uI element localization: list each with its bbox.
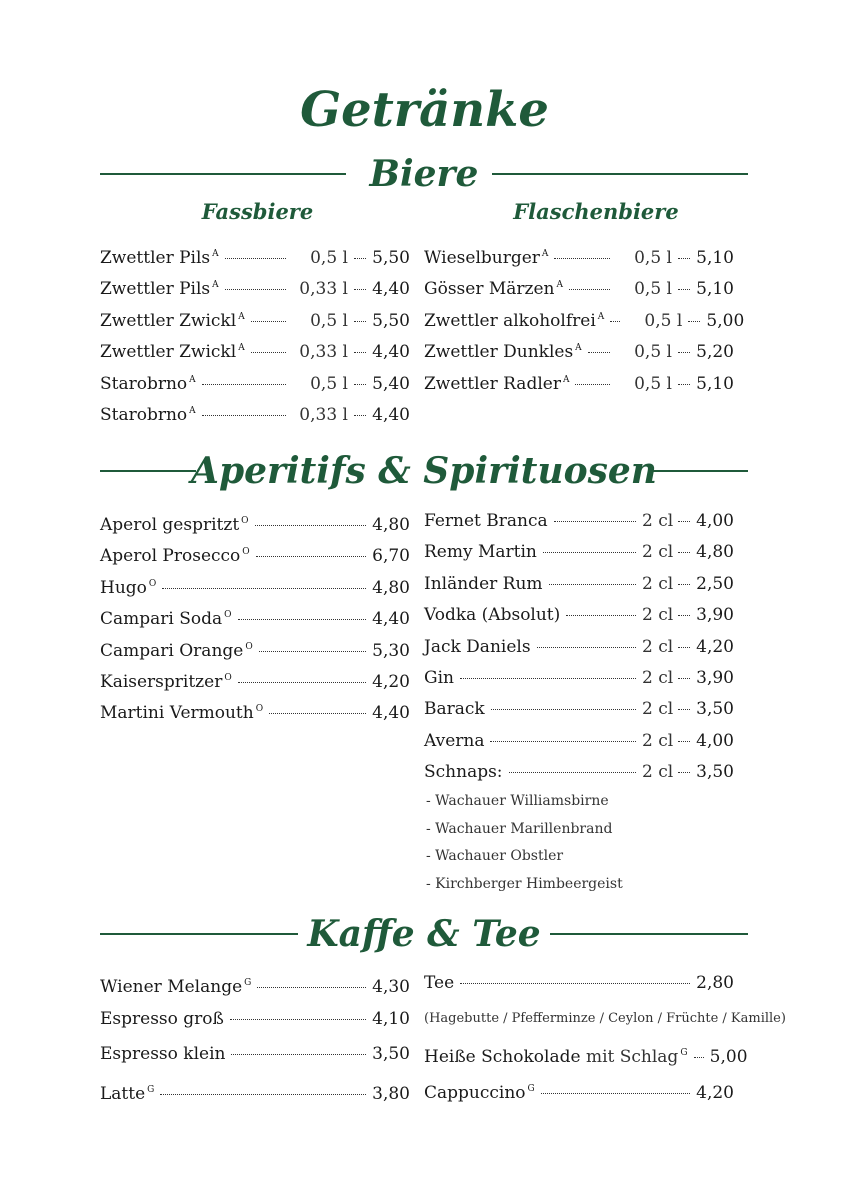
item-name: Aperol gespritzt $^O$ (100, 515, 249, 535)
allergen-code: A (541, 249, 549, 259)
item-volume: 0,33 l (299, 342, 348, 363)
tee-varieties-note: (Hagebutte / Pfefferminze / Ceylon / Früchte / Kamille) (424, 1011, 786, 1026)
item-volume: 0,5 l (310, 310, 348, 331)
leader-dots (509, 772, 636, 773)
item-volume: 2 cl (642, 636, 674, 657)
item-volume: 0,5 l (634, 373, 672, 394)
leader-dots (610, 321, 620, 322)
item-name: Latte $^G$ (100, 1083, 155, 1104)
leader-dots-short (354, 352, 366, 353)
item-price: 5,50 (372, 310, 410, 331)
item-name: Espresso groß (100, 1008, 224, 1029)
menu-item (100, 368, 410, 392)
leader-dots (255, 525, 366, 526)
schnaps-variety: - Wachauer Marillenbrand (426, 820, 613, 837)
leader-dots-short (678, 521, 690, 522)
allergen-code: A (556, 280, 563, 291)
leader-dots (575, 384, 610, 385)
menu-item (100, 603, 410, 630)
menu-item (100, 540, 410, 567)
item-volume: 2 cl (642, 668, 674, 688)
item-price: 3,90 (696, 605, 734, 626)
menu-item (100, 242, 410, 266)
allergen-code: O (255, 704, 264, 715)
item-price: 4,10 (372, 1008, 410, 1029)
leader-dots (230, 1019, 366, 1020)
allergen-code: A (238, 343, 245, 354)
item-volume: 0,33 l (299, 279, 348, 300)
item-name: Gin (424, 668, 454, 688)
menu-item (424, 336, 734, 363)
leader-dots (251, 321, 286, 322)
item-price: 5,30 (372, 640, 410, 661)
item-volume: 0,5 l (634, 248, 672, 268)
item-name: Zwettler Dunkles $^A$ (424, 342, 582, 363)
allergen-code: O (242, 547, 250, 558)
divider-right (492, 173, 748, 175)
item-price: 4,40 (372, 279, 410, 300)
menu-item (100, 971, 410, 995)
leader-dots (238, 682, 366, 683)
item-price: 3,80 (372, 1083, 410, 1104)
leader-dots (537, 647, 636, 648)
menu-item (424, 729, 734, 753)
menu-item (424, 666, 734, 690)
item-name: Inländer Rum (424, 573, 543, 594)
leader-dots (490, 741, 636, 742)
leader-dots (694, 1057, 704, 1058)
item-name: Hugo $^O$ (100, 577, 157, 598)
leader-dots-short (678, 647, 690, 648)
menu-item (100, 1042, 410, 1066)
item-name: Martini Vermouth $^O$ (100, 703, 264, 724)
menu-item (100, 666, 410, 690)
leader-dots (259, 651, 366, 652)
item-volume: 0,5 l (310, 248, 348, 268)
leader-dots-short (678, 741, 690, 742)
item-price: 5,40 (372, 373, 410, 394)
item-volume: 2 cl (642, 730, 674, 751)
leader-dots (543, 552, 636, 553)
leader-dots (238, 619, 366, 620)
item-volume: 2 cl (642, 699, 674, 720)
item-volume: 2 cl (642, 542, 674, 563)
item-name: Starobrno $^A$ (100, 405, 196, 425)
subheading-fassbiere: Fassbiere (201, 199, 314, 224)
item-price: 5,50 (372, 248, 410, 268)
page-title: Getränke (300, 82, 549, 138)
menu-item (100, 635, 410, 659)
leader-dots (554, 258, 610, 259)
leader-dots-short (354, 258, 366, 259)
item-name: Aperol Prosecco $^O$ (100, 546, 250, 567)
item-volume: 2 cl (642, 762, 674, 783)
item-volume: 0,5 l (310, 373, 348, 394)
item-price: 4,40 (372, 609, 410, 630)
item-price: 4,20 (372, 672, 410, 692)
item-name: Cappuccino $^G$ (424, 1083, 535, 1103)
item-volume: 2 cl (642, 605, 674, 626)
menu-item (100, 399, 410, 423)
item-name: Jack Daniels (424, 636, 531, 657)
subheading-flaschenbiere: Flaschenbiere (513, 199, 679, 224)
item-name: Kaiserspritzer $^O$ (100, 672, 232, 692)
item-price: 6,70 (372, 546, 410, 567)
allergen-code: O (224, 673, 232, 683)
leader-dots-short (354, 321, 366, 322)
item-price: 3,50 (696, 699, 734, 720)
leader-dots (566, 615, 636, 616)
leader-dots (160, 1094, 366, 1095)
item-name: Gösser Märzen $^A$ (424, 279, 563, 300)
allergen-code: G (244, 978, 252, 988)
item-price: 4,80 (372, 577, 410, 598)
menu-item (100, 336, 410, 363)
leader-dots-short (354, 415, 366, 416)
leader-dots (231, 1054, 366, 1055)
allergen-code: A (212, 249, 219, 259)
allergen-code: O (148, 578, 157, 589)
item-price: 4,20 (696, 636, 734, 657)
leader-dots-short (678, 352, 690, 353)
leader-dots-short (354, 384, 366, 385)
item-name: Tee (424, 973, 455, 993)
leader-dots (202, 384, 286, 385)
leader-dots (491, 709, 636, 710)
leader-dots (251, 352, 286, 353)
leader-dots (202, 415, 286, 416)
leader-dots (549, 584, 636, 585)
item-price: 4,40 (372, 405, 410, 425)
item-name: Campari Orange $^O$ (100, 640, 253, 661)
menu-item (100, 509, 410, 533)
menu-item (424, 603, 734, 627)
leader-dots-short (678, 584, 690, 585)
menu-item (100, 305, 410, 329)
leader-dots-short (678, 615, 690, 616)
item-name: Fernet Branca (424, 511, 548, 531)
item-price: 4,40 (372, 342, 410, 363)
item-price: 3,50 (696, 762, 734, 783)
item-name: Zwettler Zwickl $^A$ (100, 310, 245, 331)
leader-dots (269, 713, 366, 714)
item-volume: 0,33 l (299, 405, 348, 425)
leader-dots (257, 987, 366, 988)
menu-item-heisse-schokolade (424, 1041, 748, 1067)
menu-item (424, 273, 734, 300)
leader-dots-short (688, 321, 700, 322)
item-price: 4,30 (372, 977, 410, 997)
item-name: Zwettler Pils $^A$ (100, 279, 219, 300)
item-name: Zwettler Pils $^A$ (100, 248, 219, 268)
divider-right (652, 470, 748, 472)
item-price: 5,20 (696, 342, 734, 363)
leader-dots (588, 352, 610, 353)
section-heading-biere (100, 152, 748, 196)
section-heading-kaffee (100, 912, 748, 956)
menu-item (100, 572, 410, 596)
menu-item (100, 1078, 410, 1102)
item-price: 2,80 (696, 973, 734, 993)
leader-dots (460, 678, 636, 679)
leader-dots-short (678, 709, 690, 710)
item-volume: 2 cl (642, 573, 674, 594)
item-name: Zwettler Zwickl $^A$ (100, 342, 245, 363)
item-price: 4,40 (372, 703, 410, 724)
menu-item (424, 509, 734, 533)
item-price: 5,00 (709, 1047, 748, 1067)
item-price: 4,00 (696, 511, 734, 531)
section-heading-aperitifs (100, 449, 748, 493)
section-title-kaffee: Kaffe & Tee (307, 913, 541, 955)
allergen-code: A (597, 311, 605, 322)
item-name: Wieselburger $^A$ (424, 248, 549, 268)
item-price: 5,10 (696, 279, 734, 300)
menu-item (424, 760, 734, 784)
item-name: Zwettler alkoholfrei $^A$ (424, 310, 605, 331)
item-price: 5,00 (706, 310, 745, 331)
allergen-code: A (189, 374, 196, 385)
menu-item (100, 273, 410, 300)
leader-dots (460, 983, 690, 984)
menu-item-tee (424, 971, 734, 995)
menu-item (424, 540, 734, 564)
menu-item (100, 697, 410, 724)
leader-dots (554, 521, 636, 522)
item-price: 5,10 (696, 248, 734, 268)
item-name: Schnaps: (424, 762, 503, 783)
allergen-code: G (147, 1084, 155, 1095)
item-name: Campari Soda $^O$ (100, 609, 232, 630)
leader-dots-short (678, 552, 690, 553)
menu-item (424, 572, 734, 596)
menu-item (100, 1007, 410, 1031)
item-volume: 2 cl (642, 511, 674, 531)
leader-dots-short (678, 258, 690, 259)
item-name: Wiener Melange $^G$ (100, 977, 252, 997)
leader-dots-short (678, 772, 690, 773)
leader-dots (256, 556, 366, 557)
item-price: 2,50 (696, 573, 734, 594)
item-price: 5,10 (696, 373, 734, 394)
section-title-aperitifs: Aperitifs & Spirituosen (191, 450, 657, 492)
leader-dots (225, 258, 286, 259)
item-name: Zwettler Radler $^A$ (424, 373, 570, 394)
allergen-code: O (224, 610, 232, 621)
menu-item (424, 242, 734, 266)
item-name: Averna (424, 730, 485, 751)
allergen-code: A (189, 406, 196, 416)
menu-item (424, 368, 734, 392)
item-name: Heiße Schokolade mit Schlag $^G$ (424, 1047, 688, 1067)
allergen-code: A (212, 280, 219, 291)
allergen-code: A (238, 311, 245, 322)
item-price: 4,00 (696, 730, 734, 751)
leader-dots-short (678, 678, 690, 679)
item-price: 4,80 (696, 542, 734, 563)
item-volume: 0,5 l (634, 279, 672, 300)
item-price: 3,50 (372, 1044, 410, 1064)
section-title-biere: Biere (369, 153, 479, 195)
allergen-code: A (575, 343, 582, 354)
leader-dots (541, 1093, 690, 1094)
leader-dots (225, 289, 286, 290)
leader-dots (569, 289, 610, 290)
menu-item (424, 635, 734, 659)
divider-right (550, 933, 748, 935)
item-price: 4,20 (696, 1083, 734, 1103)
item-price: 3,90 (696, 668, 734, 688)
allergen-code: O (245, 641, 253, 652)
schnaps-variety: - Wachauer Obstler (426, 848, 564, 864)
menu-item-cappuccino (424, 1077, 734, 1101)
menu-item (424, 697, 734, 721)
schnaps-variety: - Wachauer Williamsbirne (426, 793, 609, 809)
menu-item (424, 305, 745, 331)
item-volume: 0,5 l (644, 310, 683, 331)
item-name: Vodka (Absolut) (424, 605, 561, 626)
allergen-code: A (562, 374, 570, 385)
schnaps-variety: - Kirchberger Himbeergeist (426, 875, 623, 892)
leader-dots-short (678, 384, 690, 385)
item-name: Starobrno $^A$ (100, 373, 196, 394)
item-name: Remy Martin (424, 542, 537, 563)
leader-dots-short (354, 289, 366, 290)
leader-dots (162, 588, 366, 589)
leader-dots-short (678, 289, 690, 290)
item-volume: 0,5 l (634, 342, 672, 363)
item-price: 4,80 (372, 515, 410, 535)
item-name: Espresso klein (100, 1044, 226, 1064)
allergen-code: O (241, 516, 249, 526)
item-name: Barack (424, 699, 485, 720)
